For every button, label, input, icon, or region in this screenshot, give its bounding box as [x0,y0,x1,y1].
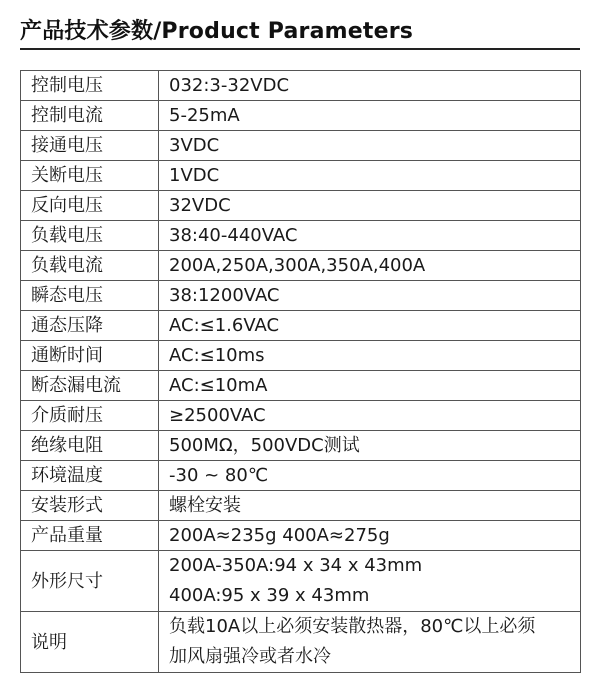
param-label: 负载电压 [21,221,159,251]
param-label: 负载电流 [21,251,159,281]
param-value: 200A,250A,300A,350A,400A [159,251,581,281]
param-value: 500MΩ，500VDC测试 [159,431,581,461]
table-row-dimensions [21,551,581,612]
param-value: 1VDC [159,161,581,191]
param-label: 断态漏电流 [21,371,159,401]
table-row [21,101,581,131]
param-label: 反向电压 [21,191,159,221]
table-row [21,251,581,281]
param-label: 控制电流 [21,101,159,131]
param-label: 控制电压 [21,71,159,101]
table-row [21,311,581,341]
param-value: 5-25mA [159,101,581,131]
page-title: 产品技术参数/Product Parameters [20,19,414,44]
param-value: 3VDC [159,131,581,161]
param-label: 安装形式 [21,491,159,521]
param-label: 说明 [21,612,159,673]
table-row [21,491,581,521]
param-value: AC:≤10mA [159,371,581,401]
table-row [21,371,581,401]
param-label: 介质耐压 [21,401,159,431]
table-row-notes [21,612,581,673]
param-label: 产品重量 [21,521,159,551]
table-row [21,401,581,431]
param-label: 关断电压 [21,161,159,191]
param-value: 200A≈235g 400A≈275g [159,521,581,551]
param-value: 38:40-440VAC [159,221,581,251]
param-value: AC:≤10ms [159,341,581,371]
param-value-multiline [159,612,581,673]
table-row [21,461,581,491]
param-label: 环境温度 [21,461,159,491]
table-row [21,71,581,101]
table-row [21,221,581,251]
param-label: 瞬态电压 [21,281,159,311]
table-row [21,131,581,161]
param-value: -30 ~ 80℃ [159,461,581,491]
param-value: ≥2500VAC [159,401,581,431]
table-row [21,521,581,551]
notes-line: 负载10A以上必须安装散热器，80℃以上必须 [169,616,536,637]
param-value: 32VDC [159,191,581,221]
parameters-table [20,70,581,673]
table-row [21,161,581,191]
param-value: 032:3-32VDC [159,71,581,101]
param-label: 接通电压 [21,131,159,161]
title-underline [20,48,580,50]
param-value: 螺栓安装 [159,491,581,521]
table-row [21,431,581,461]
param-label: 外形尺寸 [21,551,159,612]
param-label: 通态压降 [21,311,159,341]
dimensions-line: 200A-350A:94 x 34 x 43mm [169,555,423,576]
table-row [21,191,581,221]
param-label: 通断时间 [21,341,159,371]
param-label: 绝缘电阻 [21,431,159,461]
table-row [21,341,581,371]
param-value: 38:1200VAC [159,281,581,311]
notes-line: 加风扇强冷或者水冷 [169,646,331,667]
dimensions-line: 400A:95 x 39 x 43mm [169,585,370,606]
table-row [21,281,581,311]
param-value: AC:≤1.6VAC [159,311,581,341]
param-value-multiline [159,551,581,612]
